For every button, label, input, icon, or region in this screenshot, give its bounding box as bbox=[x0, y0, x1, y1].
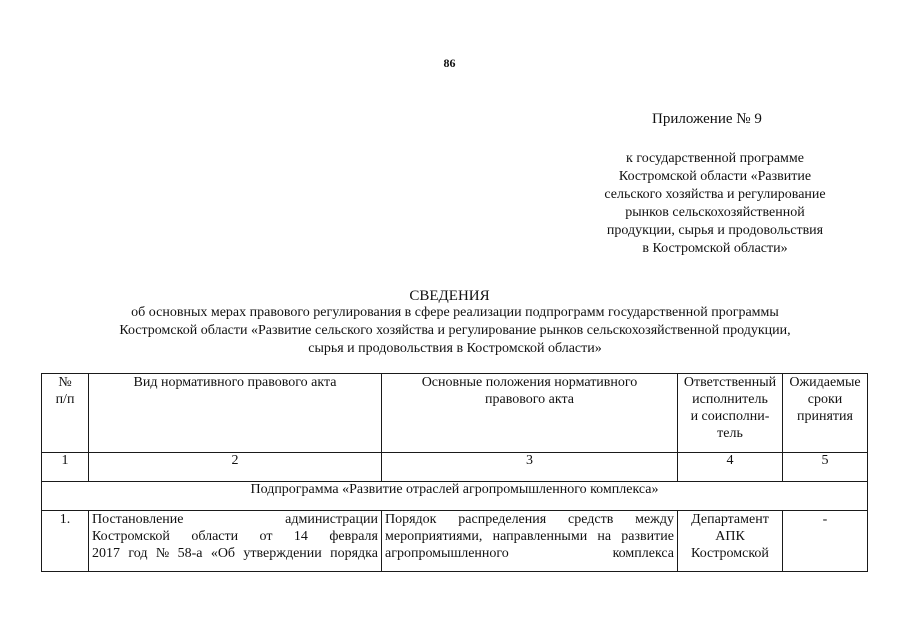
provisions-line: Порядок распределения средств между bbox=[385, 512, 674, 527]
index-cell: 1 bbox=[42, 453, 89, 482]
header-cell-deadline: Ожидаемые сроки принятия bbox=[783, 374, 868, 453]
index-cell: 2 bbox=[89, 453, 382, 482]
appendix-label: Приложение № 9 bbox=[652, 111, 762, 127]
subtitle-line: сырья и продовольствия в Костромской области» bbox=[308, 341, 602, 356]
page-number: 86 bbox=[443, 56, 456, 70]
header-cell-provisions: Основные положения нормативного правового акта bbox=[382, 374, 678, 453]
deadline-cell: - bbox=[783, 511, 868, 572]
executor-line: АПК bbox=[715, 529, 745, 544]
provisions-line: агропромышленного комплекса bbox=[385, 546, 674, 561]
table-row bbox=[42, 511, 868, 572]
table-index-row bbox=[42, 453, 868, 482]
row-number: 1. bbox=[42, 511, 89, 572]
act-line: 2017 год № 58-а «Об утверждении порядка bbox=[92, 546, 378, 561]
header-cell-act-type: Вид нормативного правового акта bbox=[89, 374, 382, 453]
appendix-ref-line: рынков сельскохозяйственной bbox=[625, 205, 805, 220]
appendix-ref-line: к государственной программе bbox=[626, 151, 804, 166]
header-cell-number: № п/п bbox=[42, 374, 89, 453]
index-cell: 5 bbox=[783, 453, 868, 482]
act-type-cell bbox=[89, 511, 382, 572]
provisions-line: мероприятиями, направленными на развитие bbox=[385, 529, 674, 544]
subtitle-line: об основных мерах правового регулирования в сфере реализации подпрограмм государственной программы bbox=[131, 305, 779, 320]
act-line: Костромской области от 14 февраля bbox=[92, 529, 378, 544]
act-line: Постановление администрации bbox=[92, 512, 378, 527]
appendix-ref-line: сельского хозяйства и регулирование bbox=[604, 187, 826, 202]
appendix-ref-line: Костромской области «Развитие bbox=[618, 169, 812, 184]
index-cell: 4 bbox=[678, 453, 783, 482]
appendix-reference bbox=[575, 150, 855, 258]
section-row bbox=[42, 482, 868, 511]
executor-line: Костромской bbox=[691, 546, 769, 561]
document-title: СВЕДЕНИЯ bbox=[409, 288, 490, 304]
subtitle-line: Костромской области «Развитие сельского хозяйства и регулирование рынков сельскохозяйственной продукции, bbox=[119, 323, 791, 338]
section-title: Подпрограмма «Развитие отраслей агропромышленного комплекса» bbox=[42, 482, 868, 511]
appendix-ref-line: в Костромской области» bbox=[642, 241, 788, 256]
index-cell: 3 bbox=[382, 453, 678, 482]
executor-line: Департамент bbox=[691, 512, 769, 527]
document-subtitle bbox=[60, 304, 850, 358]
table-header-row bbox=[42, 374, 868, 453]
executor-cell bbox=[678, 511, 783, 572]
header-cell-executor: Ответственный исполнитель и соисполни- тель bbox=[678, 374, 783, 453]
provisions-cell bbox=[382, 511, 678, 572]
appendix-ref-line: продукции, сырья и продовольствия bbox=[606, 223, 824, 238]
measures-table bbox=[41, 373, 868, 572]
